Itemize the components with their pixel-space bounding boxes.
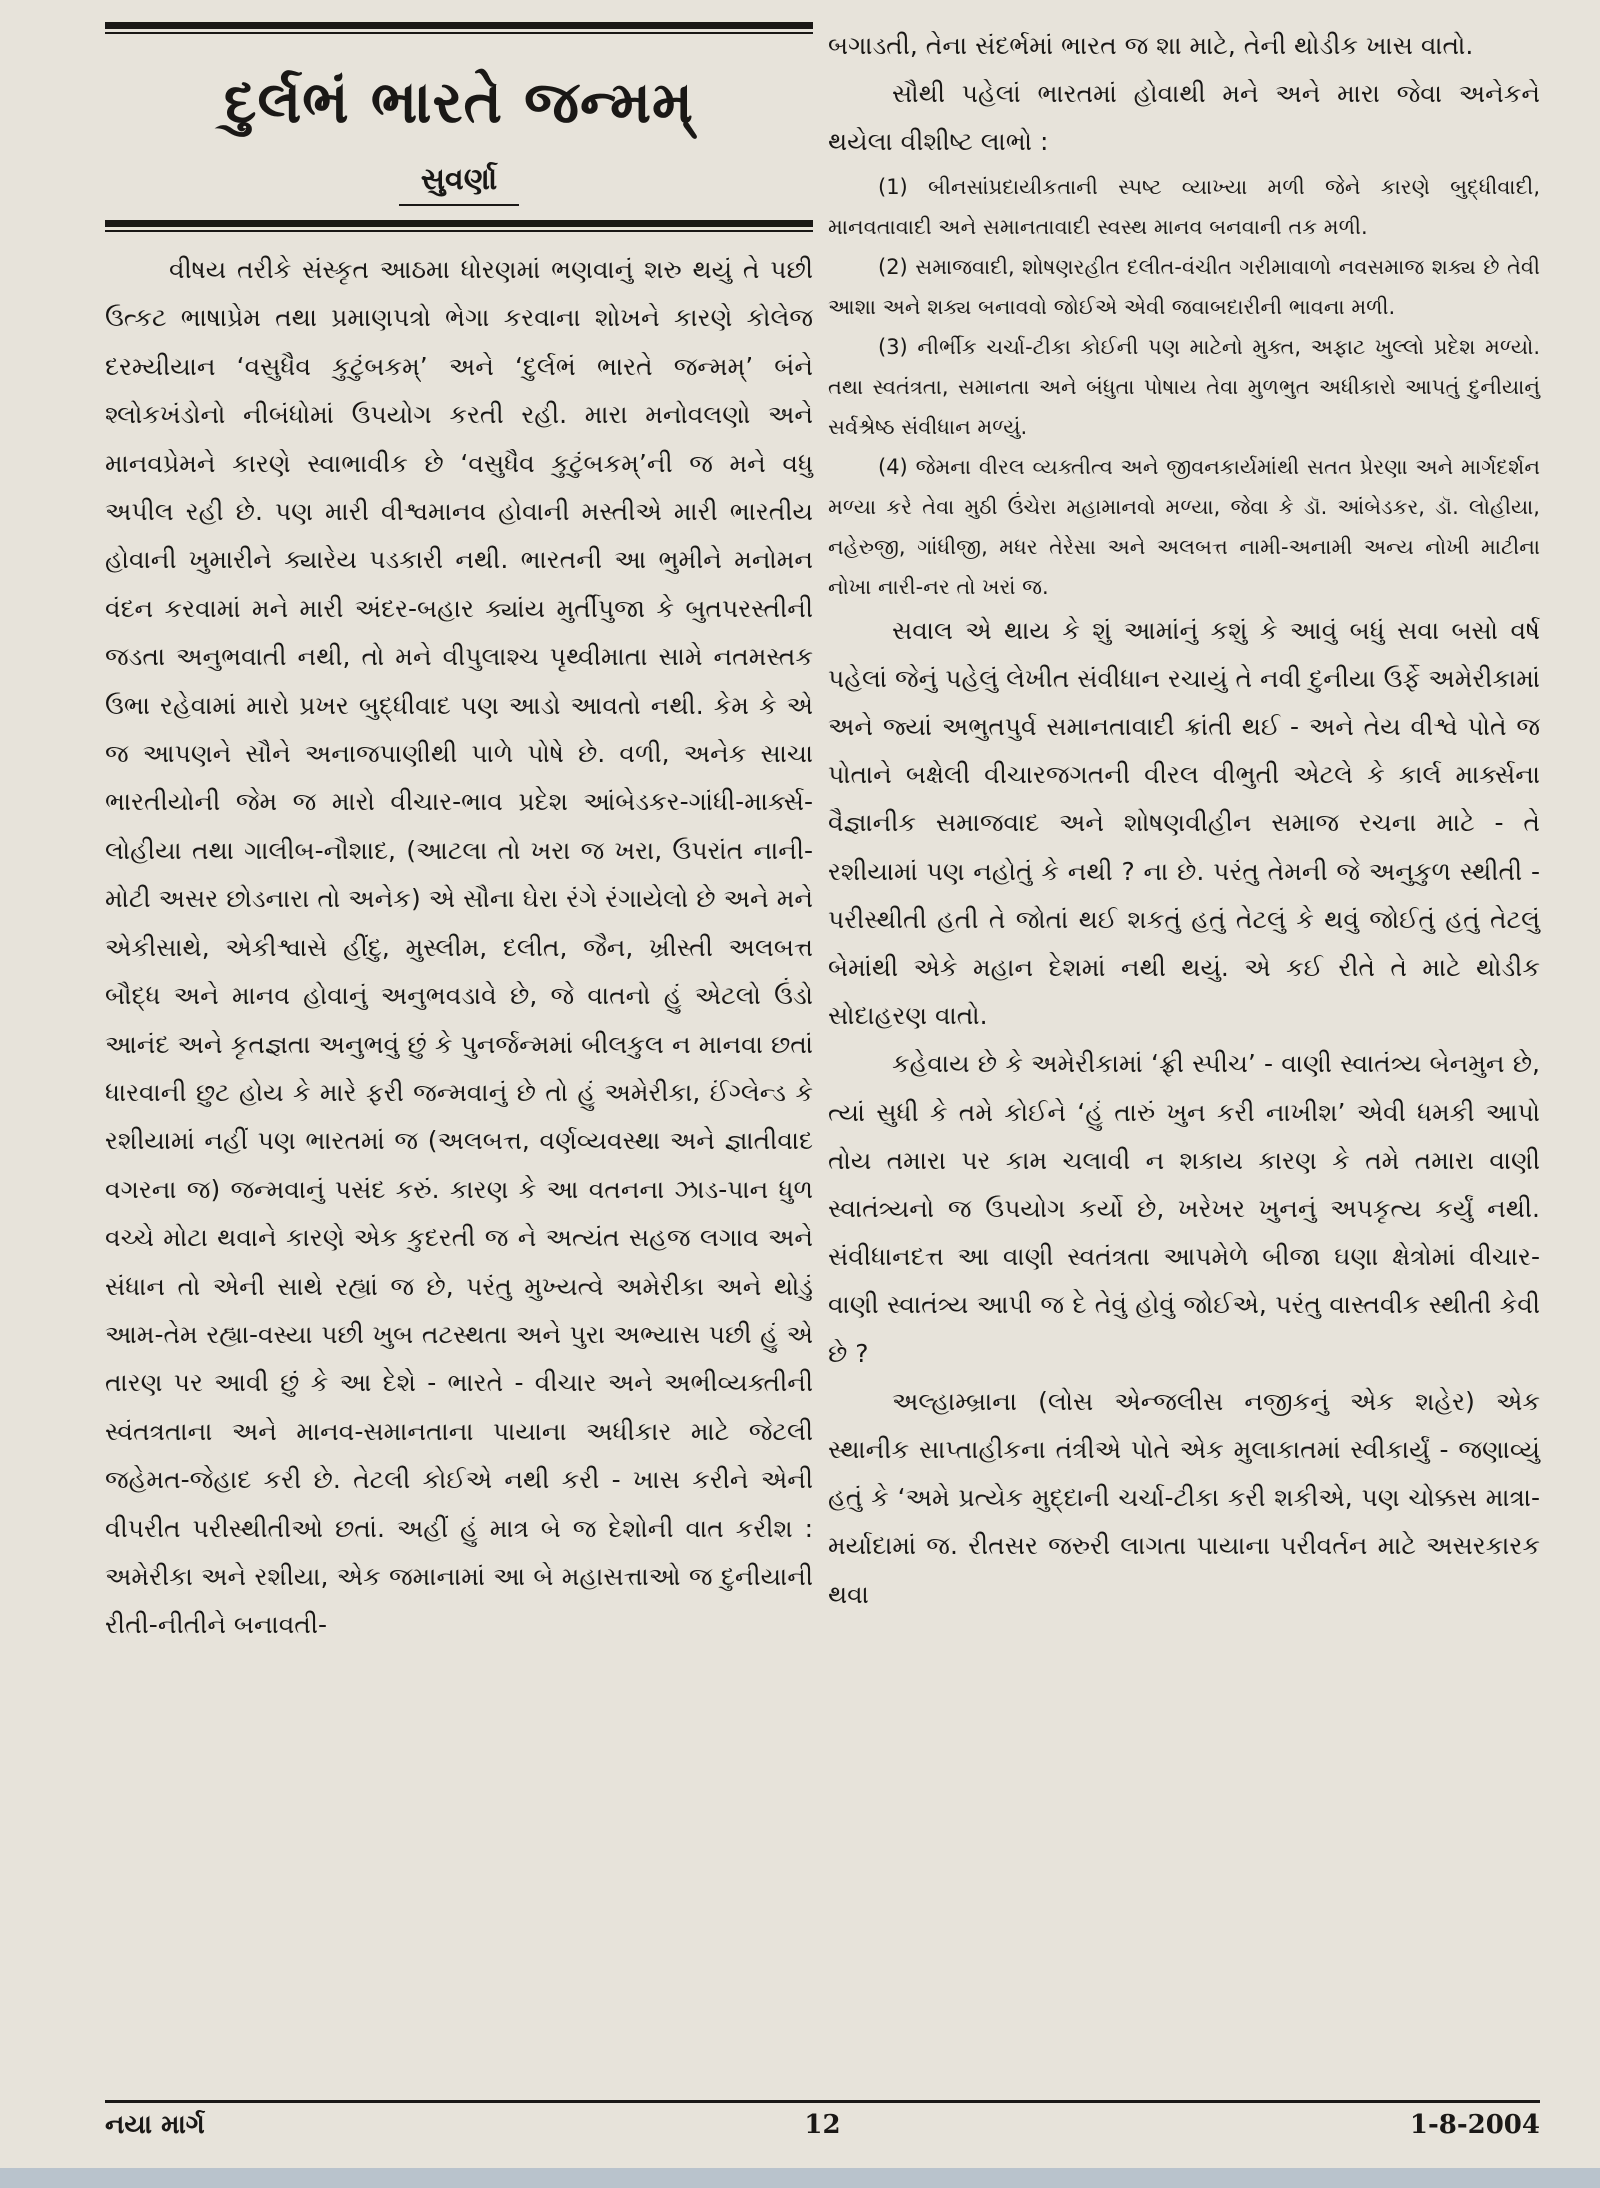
page-number: 12 [804, 2110, 841, 2140]
title-bottom-rule-thin [105, 230, 813, 232]
paragraph: વીષય તરીકે સંસ્કૃત આઠમા ધોરણમાં ભણવાનું શરુ થયું તે પછી ઉત્કટ ભાષાપ્રેમ તથા પ્રમાણપત્રો ભેગા કરવાના શોખને કારણે કોલેજ દરમ્યીયાન ‘વસુધૈવ કુટુંબકમ્’ અને ‘દુર્લભં ભારતે જન્મમ્’ બંને શ્લોકખંડોનો નીબંધોમાં ઉપયોગ કરતી રહી. મારા મનોવલણો અને માનવપ્રેમને કારણે સ્વાભાવીક છે ‘વસુધૈવ કુટુંબકમ્’ની જ મને વધુ અપીલ રહી છે. પણ મારી વીશ્વમાનવ હોવાની મસ્તીએ મારી ભારતીય હોવાની ખુમારીને ક્યારેય પડકારી નથી. ભારતની આ ભુમીને મનોમન વંદન કરવામાં મને મારી અંદર-બહાર ક્યાંય મુર્તીપુજા કે બુતપરસ્તીની જડતા અનુભવાતી નથી, તો મને વીપુલાશ્ચ પૃથ્વીમાતા સામે નતમસ્તક ઉભા રહેવામાં મારો પ્રખર બુદ્ધીવાદ પણ આડો આવતો નથી. કેમ કે એ જ આપણને સૌને અનાજપાણીથી પાળે પોષે છે. વળી, અનેક સાચા ભારતીયોની જેમ જ મારો વીચાર-ભાવ પ્રદેશ આંબેડકર-ગાંધી-માર્ક્સ-લોહીયા તથા ગાલીબ-નૌશાદ, (આટલા તો ખરા જ ખરા, ઉપરાંત નાની-મોટી અસર છોડનારા તો અનેક) એ સૌના ઘેરા રંગે રંગાયેલો છે અને મને એકીસાથે, એકીશ્વાસે હીંદુ, મુસ્લીમ, દલીત, જૈન, ખ્રીસ્તી અલબત્ત બૌદ્ધ અને માનવ હોવાનું અનુભવડાવે છે, જે વાતનો હું એટલો ઉંડો આનંદ અને કૃતજ્ઞતા અનુભવું છું કે પુનર્જન્મમાં બીલકુલ ન માનવા છતાં ધારવાની છુટ હોય કે મારે ફરી જન્મવાનું છે તો હું અમેરીકા, ઈંગ્લેન્ડ કે રશીયામાં નહીં પણ ભારતમાં જ (અલબત્ત, વર્ણવ્યવસ્થા અને જ્ઞાતીવાદ વગરના જ) જન્મવાનું પસંદ કરું. કારણ કે આ વતનના ઝાડ-પાન ધુળ વચ્ચે મોટા થવાને કારણે એક કુદરતી જ ને અત્યંત સહજ લગાવ અને સંધાન તો એની સાથે રહ્યાં જ છે, પરંતુ મુખ્યત્વે અમેરીકા અને થોડું આમ-તેમ રહ્યા-વસ્યા પછી ખુબ તટસ્થતા અને પુરા અભ્યાસ પછી હું એ તારણ પર આવી છું કે આ દેશે - ભારતે - વીચાર અને અભીવ્યક્તીની સ્વંતત્રતાના અને માનવ-સમાનતાના પાયાના અધીકાર માટે જેટલી જહેમત-જેહાદ કરી છે. તેટલી કોઈએ નથી કરી - ખાસ કરીને એની વીપરીત પરીસ્થીતીઓ છતાં. અહીં હું માત્ર બે જ દેશોની વાત કરીશ : અમેરીકા અને રશીયા, એક જમાનામાં આ બે મહાસત્તાઓ જ દુનીયાની રીતી-નીતીને બનાવતી- [105, 255, 813, 1640]
right-body [828, 22, 1540, 167]
issue-date: 1-8-2004 [1409, 2110, 1540, 2140]
title-top-rule [105, 22, 813, 29]
page-footer [105, 2110, 1540, 2150]
title-bottom-rule [105, 220, 813, 227]
right-column [828, 22, 1540, 1619]
author-underline [399, 204, 519, 206]
benefits-list [828, 167, 1540, 607]
left-column [105, 22, 813, 1650]
paragraph-continued: બગાડતી, તેના સંદર્ભમાં ભારત જ શા માટે, તેની થોડીક ખાસ વાતો. [828, 31, 1474, 60]
footer-rule [105, 2100, 1540, 2103]
scan-edge-strip [0, 2168, 1600, 2188]
paragraph-lead: સૌથી પહેલાં ભારતમાં હોવાથી મને અને મારા જેવા અનેકને થયેલા વીશીષ્ટ લાભો : [828, 79, 1540, 157]
title-top-rule-thin [105, 32, 813, 34]
benefit-item: (1) બીનસાંપ્રદાયીકતાની સ્પષ્ટ વ્યાખ્યા મળી જેને કારણે બુદ્ધીવાદી, માનવતાવાદી અને સમાનતાવાદી સ્વસ્થ માનવ બનવાની તક મળી. [828, 174, 1540, 239]
left-body [105, 246, 813, 1650]
paragraph: સવાલ એ થાય કે શું આમાંનું કશું કે આવું બધું સવા બસો વર્ષ પહેલાં જેનું પહેલું લેખીત સંવીધાન રચાયું તે નવી દુનીયા ઉર્ફે અમેરીકામાં અને જ્યાં અભુતપુર્વ સમાનતાવાદી ક્રાંતી થઈ - અને તેય વીશ્વે પોતે જ પોતાને બક્ષેલી વીચારજગતની વીરલ વીભુતી એટલે કે કાર્લ માર્ક્સના વૈજ્ઞાનીક સમાજવાદ અને શોષણવીહીન સમાજ રચના માટે - તે રશીયામાં પણ નહોતું કે નથી ? ના છે. પરંતુ તેમની જે અનુકુળ સ્થીતી - પરીસ્થીતી હતી તે જોતાં થઈ શકતું હતું તેટલું કે થવું જોઈતું હતું તેટલું બેમાંથી એકે મહાન દેશમાં નથી થયું. એ કઈ રીતે તે માટે થોડીક સોદાહરણ વાતો. [828, 615, 1540, 1031]
paragraph: અલ્હામ્બ્રાના (લોસ એન્જલીસ નજીકનું એક શહેર) એક સ્થાનીક સાપ્તાહીકના તંત્રીએ પોતે એક મુલાકાતમાં સ્વીકાર્યું - જણાવ્યું હતું કે ‘અમે પ્રત્યેક મુદ્દાની ચર્ચા-ટીકા કરી શકીએ, પણ ચોક્કસ માત્રા-મર્યાદામાં જ. રીતસર જરુરી લાગતા પાયાના પરીવર્તન માટે અસરકારક થવા [828, 1386, 1540, 1609]
benefit-item: (3) નીર્ભીક ચર્ચા-ટીકા કોઈની પણ માટેનો મુક્ત, અફાટ ખુલ્લો પ્રદેશ મળ્યો. તથા સ્વતંત્રતા, સમાનતા અને બંધુતા પોષાય તેવા મુળભુત અધીકારો આપતું દુનીયાનું સર્વશ્રેષ્ઠ સંવીધાન મળ્યું. [828, 334, 1540, 439]
article-title: દુર્લભં ભારતે જન્મમ્ [224, 68, 694, 136]
benefit-item: (4) જેમના વીરલ વ્યક્તીત્વ અને જીવનકાર્યમાંથી સતત પ્રેરણા અને માર્ગદર્શન મળ્યા કરે તેવા મુઠી ઉંચેરા મહામાનવો મળ્યા, જેવા કે ડૉ. આંબેડકર, ડૉ. લોહીયા, નહેરુજી, ગાંધીજી, મધર તેરેસા અને અલબત્ત નામી-અનામી અન્ય નોખી માટીના નોખા નારી-નર તો ખરાં જ. [828, 454, 1540, 599]
paragraph: કહેવાય છે કે અમેરીકામાં ‘ફ્રી સ્પીચ’ - વાણી સ્વાતંત્ર્ય બેનમુન છે, ત્યાં સુધી કે તમે કોઈને ‘હું તારું ખુન કરી નાખીશ’ એવી ધમકી આપો તોય તમારા પર કામ ચલાવી ન શકાય કારણ કે તમે તમારા વાણી સ્વાતંત્ર્યનો જ ઉપયોગ કર્યો છે, ખરેખર ખુનનું અપકૃત્ય કર્યું નથી. સંવીધાનદત્ત આ વાણી સ્વતંત્રતા આપમેળે બીજા ઘણા ક્ષેત્રોમાં વીચાર-વાણી સ્વાતંત્ર્ય આપી જ દે તેવું હોવું જોઈએ, પરંતુ વાસ્તવીક સ્થીતી કેવી છે ? [828, 1049, 1540, 1368]
benefit-item: (2) સમાજવાદી, શોષણરહીત દલીત-વંચીત ગરીમાવાળો નવસમાજ શક્ય છે તેવી આશા અને શક્ય બનાવવો જોઈએ એવી જવાબદારીની ભાવના મળી. [828, 254, 1540, 319]
magazine-name: નયા માર્ગ [105, 2110, 205, 2140]
article-author: સુવર્ણા [420, 162, 498, 197]
right-body-continued [828, 607, 1540, 1619]
